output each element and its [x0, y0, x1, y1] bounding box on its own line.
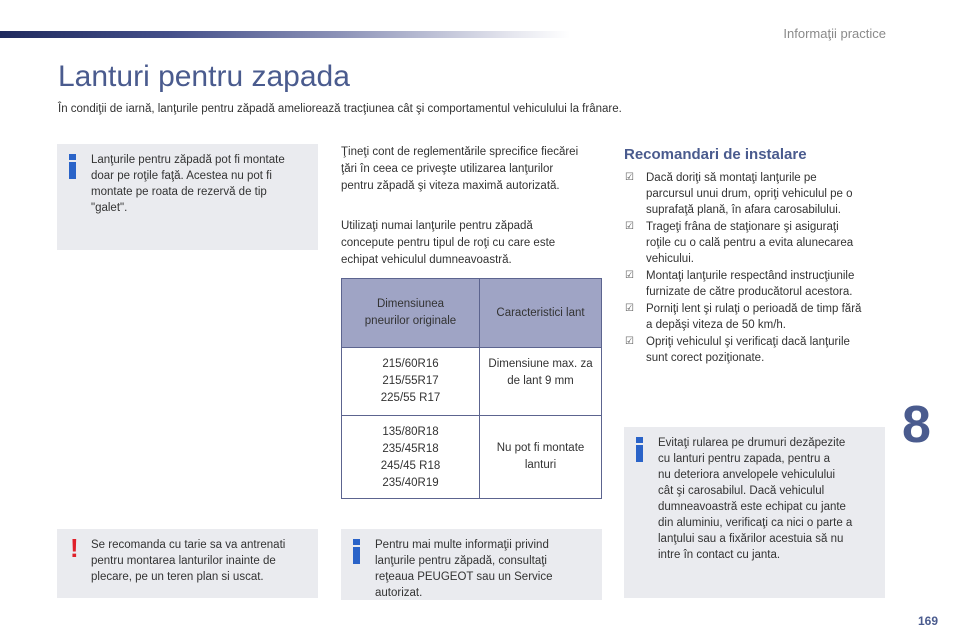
- info-line: lanţurile pentru zăpadă, consultaţi: [375, 555, 547, 567]
- item-line: a depăşi viteza de 50 km/h.: [646, 319, 786, 331]
- tyre-sizes-cell: [342, 416, 480, 499]
- chain-spec-cell: [480, 348, 602, 416]
- text-line: echipat vehiculul dumneavoastră.: [341, 254, 512, 266]
- info-icon: [636, 437, 643, 462]
- bullet-icon: ☑: [625, 221, 634, 232]
- header-line: pneurilor originale: [364, 315, 457, 327]
- text-line: Utilizaţi numai lanţurile pentru zăpadă: [341, 220, 533, 232]
- header-line: Caracteristici lant: [496, 306, 585, 319]
- chain-spec-cell: [480, 416, 602, 499]
- warning-line: Se recomanda cu tarie sa va antrenati: [91, 539, 286, 551]
- item-line: sunt corect poziţionate.: [646, 352, 765, 364]
- info-line: cât şi carosabilul. Dacă vehiculul: [658, 485, 825, 497]
- tyre-chain-table: [341, 278, 602, 499]
- tyre-sizes-cell: [342, 348, 480, 416]
- spec-line: lanturi: [524, 459, 557, 471]
- info-box-aluminium-rims: [624, 427, 885, 598]
- tyre-size: 215/60R16: [382, 358, 439, 370]
- info-line: montate pe roata de rezervă de tip: [91, 186, 267, 198]
- spec-line: de lant 9 mm: [507, 375, 574, 387]
- bullet-icon: ☑: [625, 336, 634, 347]
- info-line: dumneavoastră este echipat cu jante: [658, 501, 846, 513]
- header-chain-spec: [480, 279, 602, 348]
- info-line: Pentru mai multe informaţii privind: [375, 539, 549, 551]
- info-line: nu deteriora anvelopele vehiculului: [658, 469, 836, 481]
- item-line: Trageţi frâna de staţionare şi asiguraţi: [646, 221, 839, 233]
- header-line: Dimensiunea: [376, 298, 445, 310]
- text-line: Ţineţi cont de reglementările sprecifice fiecărei: [341, 146, 579, 158]
- info-line: Lanţurile pentru zăpadă pot fi montate: [91, 154, 285, 166]
- header-gradient-bar: [0, 31, 570, 38]
- item-line: suprafaţă plană, în afara carosabilului.: [646, 204, 841, 216]
- item-line: Opriţi vehiculul şi verificaţi dacă lanţurile: [646, 336, 850, 348]
- list-item: [624, 268, 886, 300]
- item-line: roţile cu o cală pentru a evita alunecarea: [646, 237, 854, 249]
- table-row: [342, 348, 602, 416]
- tyre-size: 215/55R17: [382, 375, 439, 387]
- warning-box: [57, 529, 318, 598]
- text-line: ţări în ceea ce priveşte utilizarea lanţurilor: [341, 163, 554, 175]
- info-line: intre în contact cu janta.: [658, 549, 781, 561]
- table-row: [342, 416, 602, 499]
- list-item: [624, 334, 886, 366]
- bullet-icon: ☑: [625, 303, 634, 314]
- recommendations-title: Recomandari de instalare: [624, 146, 807, 163]
- info-line: "galet".: [91, 202, 128, 214]
- recommendations-list: [624, 170, 886, 367]
- info-line: doar pe roţile faţă. Acestea nu pot fi: [91, 170, 272, 182]
- regulations-paragraph: [341, 144, 603, 195]
- info-line: Evitaţi rularea pe drumuri dezăpezite: [658, 437, 846, 449]
- chains-type-paragraph: [341, 218, 603, 269]
- info-line: cu lanturi pentru zapada, pentru a: [658, 453, 830, 465]
- bullet-icon: ☑: [625, 172, 634, 183]
- item-line: furnizate de către producătorul acestora.: [646, 286, 853, 298]
- page-number: 169: [917, 614, 938, 628]
- spec-line: Nu pot fi montate: [496, 442, 585, 454]
- text-line: pentru zăpadă şi viteza maximă autorizată.: [341, 180, 560, 192]
- tyre-size: 235/40R19: [382, 477, 439, 489]
- warning-line: pentru montarea lanturilor inainte de: [91, 555, 276, 567]
- info-line: autorizat.: [375, 587, 423, 599]
- info-line: lanţului sau a fixărilor acestuia să nu: [658, 533, 844, 545]
- item-line: parcursul unui drum, opriţi vehiculul pe o: [646, 188, 853, 200]
- item-line: vehicului.: [646, 253, 694, 265]
- list-item: [624, 219, 886, 267]
- list-item: [624, 301, 886, 333]
- tyre-size: 235/45R18: [382, 443, 439, 455]
- page-title: Lanturi pentru zapada: [58, 60, 350, 93]
- intro-text: În condiţii de iarnă, lanţurile pentru zăpadă ameliorează tracţiunea cât şi comportamentul vehiculului la frânare.: [58, 103, 622, 115]
- tyre-size: 135/80R18: [382, 426, 439, 438]
- bullet-icon: ☑: [625, 270, 634, 281]
- list-item: [624, 170, 886, 218]
- info-line: din aluminiu, verificaţi ca nici o parte a: [658, 517, 853, 529]
- item-line: Dacă doriţi să montaţi lanţurile pe: [646, 172, 817, 184]
- item-line: Montaţi lanţurile respectând instrucţiunile: [646, 270, 855, 282]
- chapter-number: 8: [902, 396, 931, 454]
- tyre-size: 225/55 R17: [380, 392, 441, 404]
- spec-line: Dimensiune max. za: [488, 358, 593, 370]
- warning-line: plecare, pe un teren plan si uscat.: [91, 571, 264, 583]
- info-icon: [353, 539, 360, 564]
- item-line: Porniţi lent şi rulaţi o perioadă de timp fără: [646, 303, 862, 315]
- info-box-front-wheels: [57, 144, 318, 250]
- header-tyre-size: [342, 279, 480, 348]
- warning-icon: !: [70, 533, 79, 563]
- info-box-peugeot-network: [341, 529, 602, 600]
- section-label: Informaţii practice: [783, 26, 886, 41]
- info-icon: [69, 154, 76, 179]
- table-header-row: [342, 279, 602, 348]
- info-line: reţeaua PEUGEOT sau un Service: [375, 571, 553, 583]
- text-line: concepute pentru tipul de roţi cu care este: [341, 237, 556, 249]
- tyre-size: 245/45 R18: [380, 460, 441, 472]
